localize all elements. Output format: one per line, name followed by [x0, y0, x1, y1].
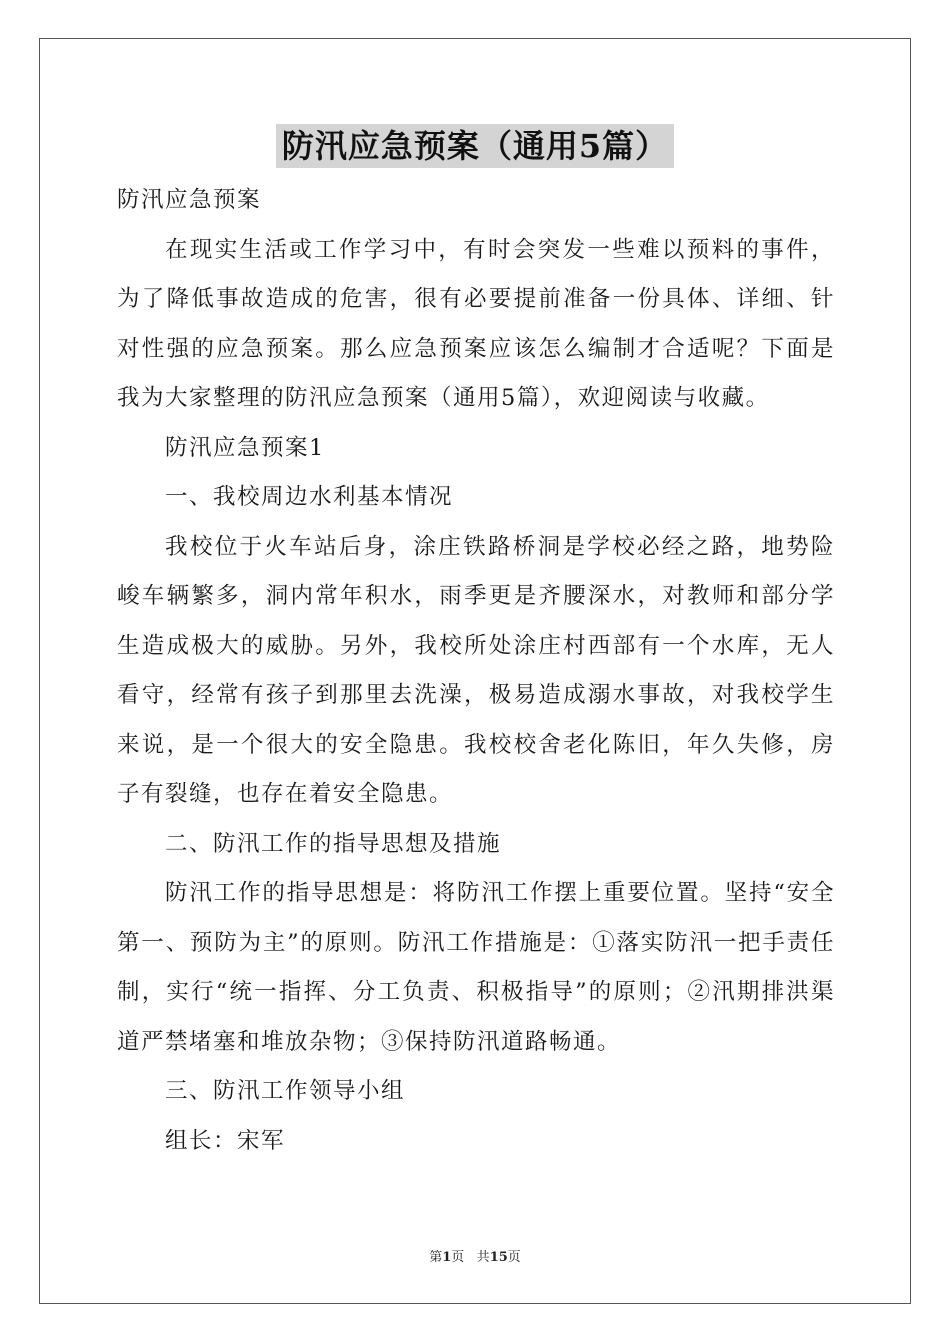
page-number: 1: [442, 1250, 452, 1265]
section-heading: 三、防汛工作领导小组: [165, 1078, 406, 1104]
total-prefix: 共: [476, 1250, 490, 1265]
section-heading: 一、我校周边水利基本情况: [165, 484, 454, 510]
paragraph: 我校位于火车站后身，涂庄铁路桥洞是学校必经之路，地势险峻车辆繁多，洞内常年积水，雨季更是齐腰深水，对教师和部分学生造成极大的威胁。另外，我校所处涂庄村西部有一个水库，无人看守，经常有孩子到那里去洗澡，极易造成溺水事故，对我校学生来说，是一个很大的安全隐患。我校校舍老化陈旧，年久失修，房子有裂缝，也存在着安全隐患。: [117, 533, 835, 807]
page-footer: [0, 1246, 950, 1265]
title-container: [0, 124, 950, 168]
document-title: 防汛应急预案（通用5篇）: [276, 124, 674, 168]
paragraph: 防汛应急预案: [117, 187, 262, 213]
total-suffix: 页: [507, 1250, 521, 1265]
paragraph: 在现实生活或工作学习中，有时会突发一些难以预料的事件，为了降低事故造成的危害，很有必要提前准备一份具体、详细、针对性强的应急预案。那么应急预案应该怎么编制才合适呢？下面是我为大家整理的防汛应急预案（通用5篇），欢迎阅读与收藏。: [117, 236, 835, 411]
section-heading: 二、防汛工作的指导思想及措施: [165, 830, 502, 857]
section-heading: 防汛应急预案1: [165, 434, 325, 461]
total-pages: 15: [489, 1250, 508, 1265]
paragraph: 组长：宋军: [165, 1127, 286, 1154]
paragraph: 防汛工作的指导思想是：将防汛工作摆上重要位置。坚持“安全第一、预防为主”的原则。防汛工作措施是：①落实防汛一把手责任制，实行“统一指挥、分工负责、积极指导”的原则；②汛期排洪渠道严禁堵塞和堆放杂物；③保持防汛道路畅通。: [117, 880, 835, 1055]
page-prefix: 第: [429, 1250, 443, 1265]
page-suffix: 页: [451, 1250, 465, 1265]
document-body: [117, 176, 835, 1166]
